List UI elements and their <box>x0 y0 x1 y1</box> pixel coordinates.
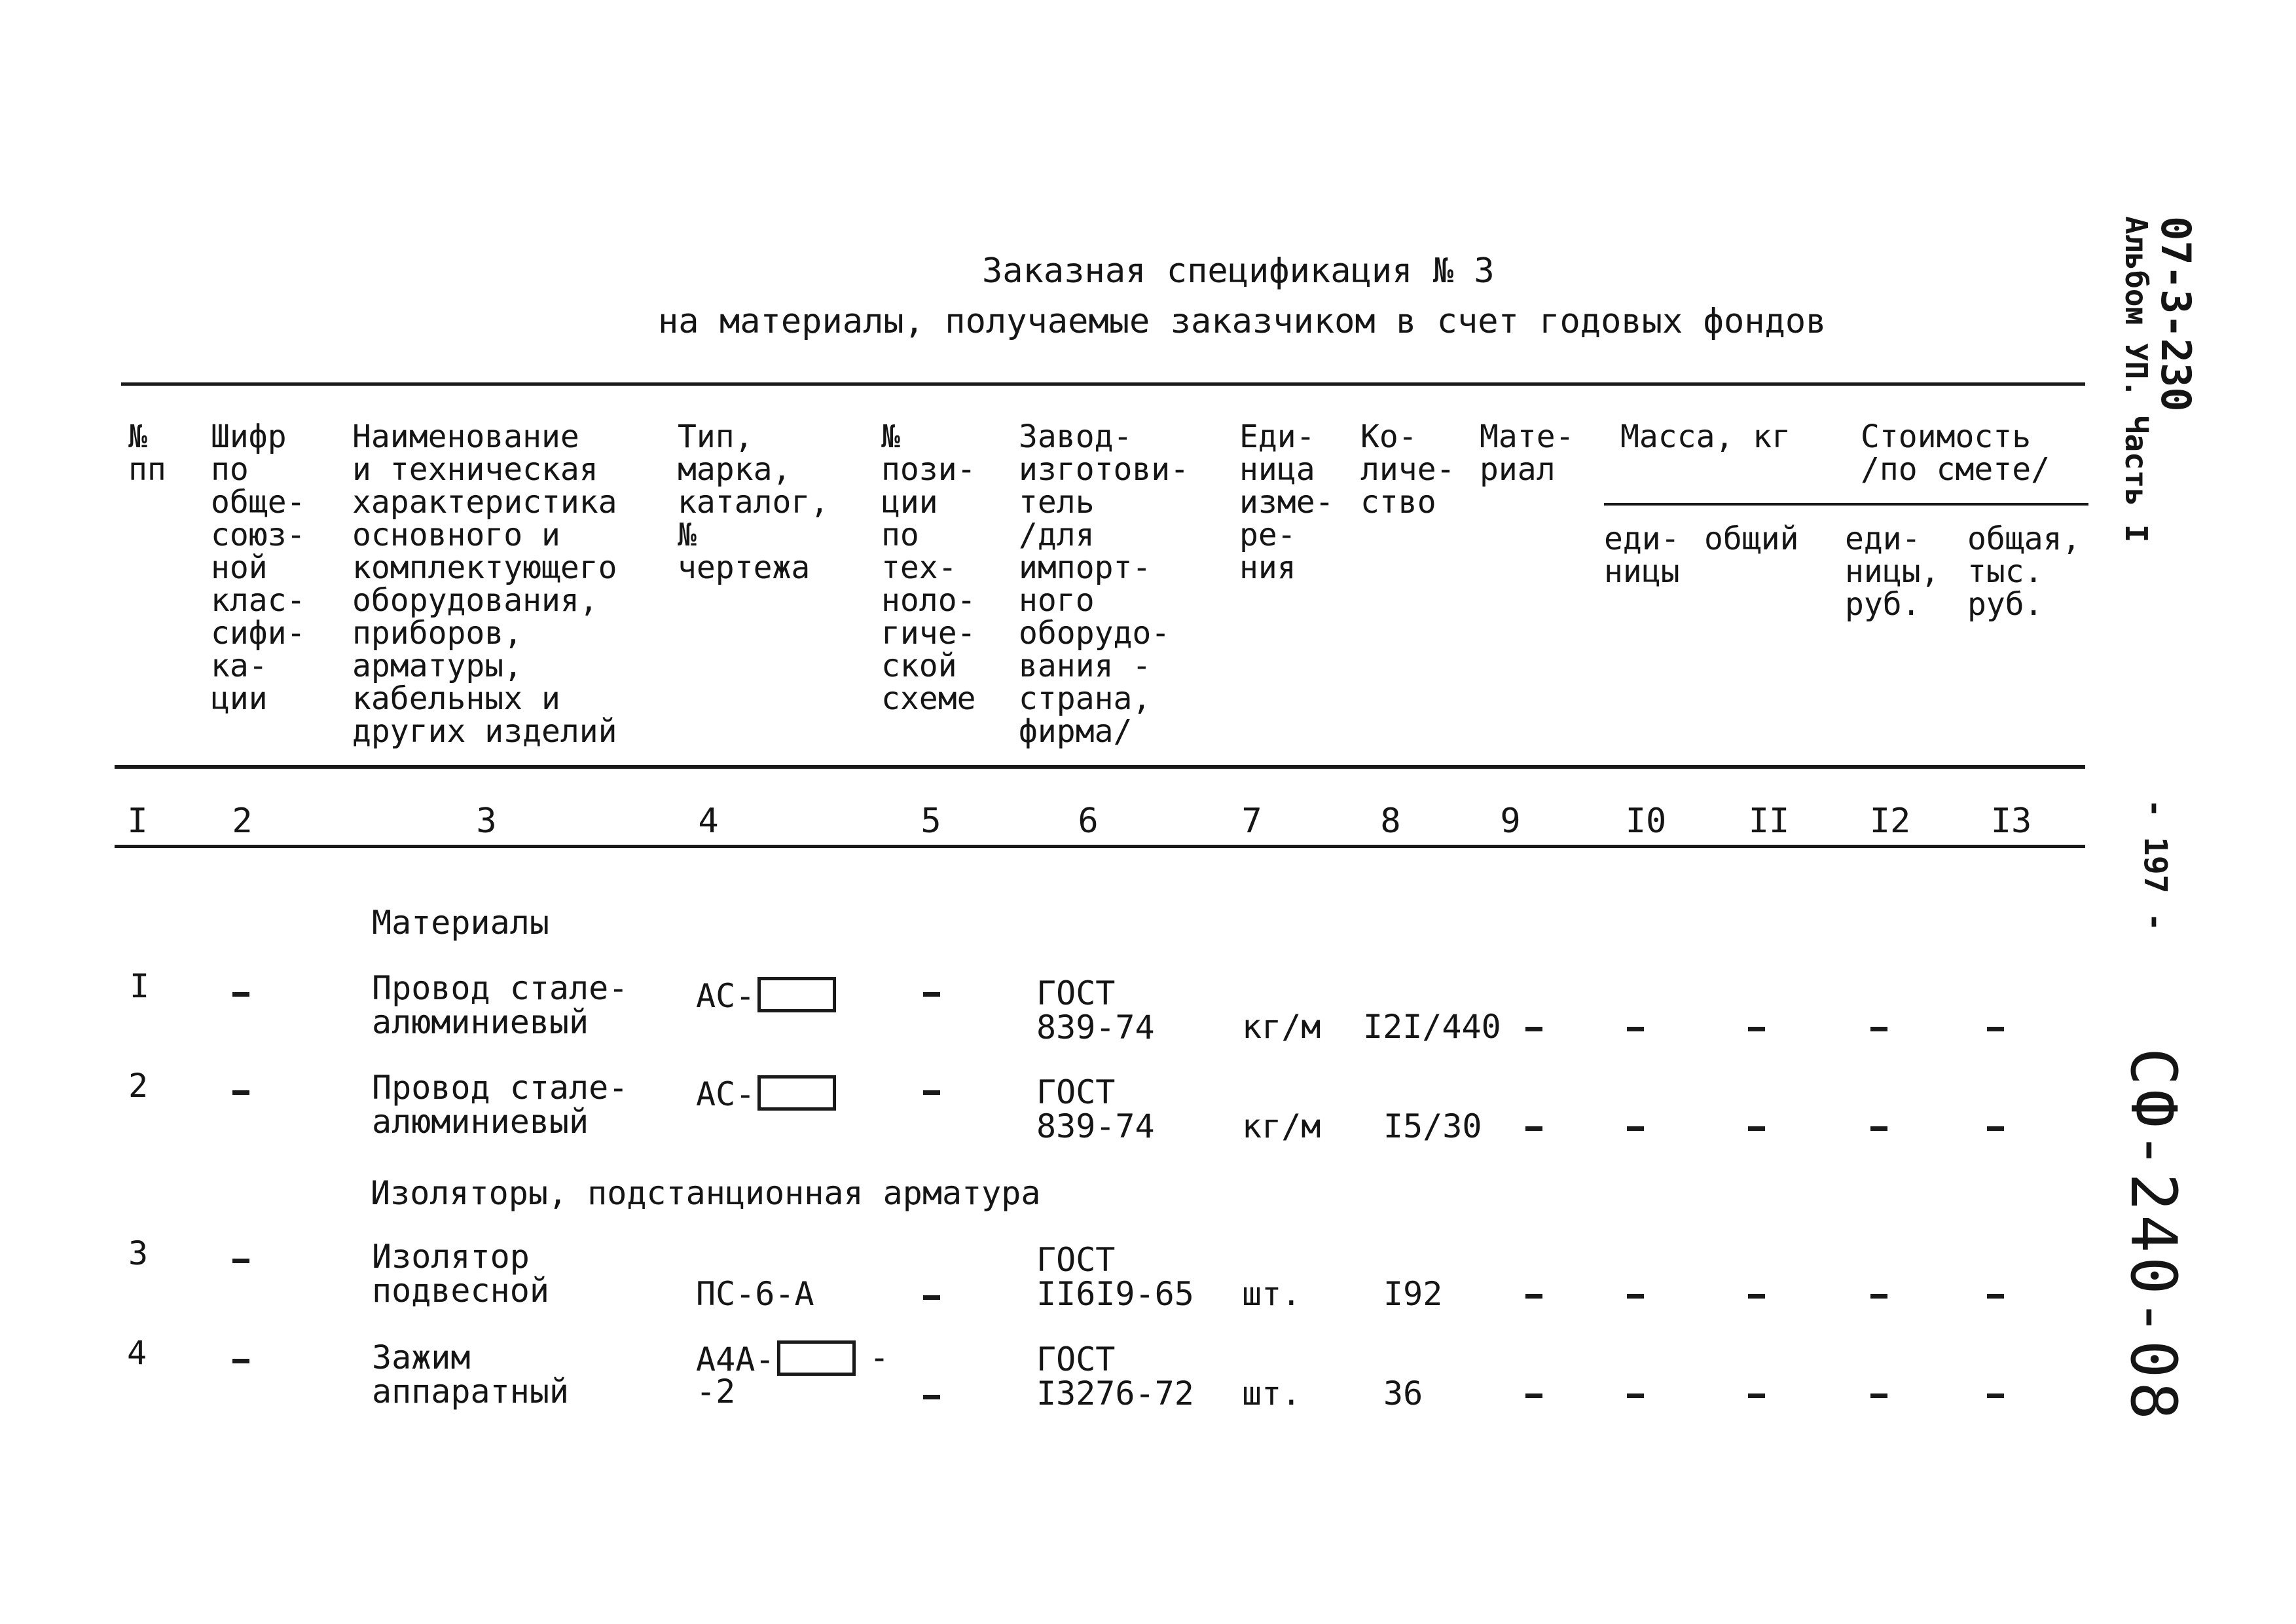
row-1-code-dash <box>232 992 249 997</box>
row-4-maker: ГОСТ I3276-72 <box>1036 1340 1194 1412</box>
page-number: - 197 - <box>2137 799 2174 932</box>
header-col-material: Мате- риал <box>1480 418 1575 488</box>
col-number: I3 <box>1990 802 2032 841</box>
header-mass-unit: еди- ницы <box>1604 521 1680 590</box>
header-col-qty: Ко- личе- ство <box>1360 418 1455 521</box>
header-col-type: Тип, марка, каталог, № чертежа <box>678 418 829 586</box>
row-1-position-dash <box>923 992 940 997</box>
col-number: 5 <box>920 802 941 841</box>
col-number: 8 <box>1380 802 1401 841</box>
row-4-unit: шт. <box>1242 1375 1302 1412</box>
header-mass-total: общий <box>1704 521 1799 557</box>
doc-code: 07-3-230 <box>2152 216 2200 412</box>
row-4-material-dash <box>1525 1393 1542 1398</box>
col-number: 4 <box>698 802 719 841</box>
row-3-code-dash <box>232 1259 249 1263</box>
header-col-code: Шифр по обще- союз- ной клас- сифи- ка- ции <box>211 418 306 717</box>
row-4-no: 4 <box>127 1334 147 1372</box>
header-cost-total: общая, тыс. руб. <box>1967 521 2081 623</box>
header-top-rule <box>121 382 2085 386</box>
col-number: II <box>1748 802 1790 841</box>
row-2-mass-total-dash <box>1748 1126 1765 1131</box>
album-label: Альбом УП. Часть I <box>2119 216 2154 543</box>
col-number: I2 <box>1869 802 1911 841</box>
header-cost-unit: еди- ницы, руб. <box>1845 521 1940 623</box>
row-1-cost-total-dash <box>1987 1027 2004 1031</box>
row-2-no: 2 <box>128 1067 149 1105</box>
row-3-cost-total-dash <box>1987 1294 2004 1299</box>
header-col-maker: Завод- изготови- тель /для импорт- ного оборудо- вания - страна, фирма/ <box>1019 418 1190 750</box>
section-materials: Материалы <box>372 904 549 942</box>
row-1-qty: I2I/440 <box>1363 1008 1501 1046</box>
drawing-code: СФ-240-08 <box>2117 1048 2190 1424</box>
row-2-type-prefix: АС- <box>696 1075 756 1113</box>
row-4-position-dash <box>923 1395 940 1399</box>
header-col-position: № пози- ции по тех- ноло- гиче- ской схеме <box>881 418 976 717</box>
row-1-type-box <box>757 977 836 1012</box>
row-2-qty: I5/30 <box>1383 1107 1482 1145</box>
col-number: I0 <box>1625 802 1667 841</box>
col-number: 3 <box>476 802 497 841</box>
header-cost: Стоимость /по смете/ <box>1861 418 2050 488</box>
header-col-unit: Еди- ница изме- ре- ния <box>1239 418 1334 586</box>
row-3-unit: шт. <box>1242 1275 1302 1313</box>
row-3-name: Изолятор подвесной <box>372 1238 549 1310</box>
row-1-mass-unit-dash <box>1627 1027 1644 1031</box>
row-1-unit: кг/м <box>1242 1008 1321 1046</box>
row-2-code-dash <box>232 1090 249 1095</box>
col-number: I <box>127 802 148 841</box>
row-2-cost-unit-dash <box>1870 1126 1887 1131</box>
row-2-type-box <box>757 1075 836 1111</box>
row-1-material-dash <box>1525 1027 1542 1031</box>
row-4-name: Зажим аппаратный <box>372 1338 570 1411</box>
row-3-no: 3 <box>128 1234 149 1272</box>
row-3-type: ПС-6-А <box>696 1275 814 1313</box>
row-3-mass-total-dash <box>1748 1294 1765 1299</box>
row-1-type <box>696 977 839 1013</box>
mass-cost-rule <box>1604 503 2088 506</box>
row-4-type-prefix: А4А- <box>696 1340 775 1378</box>
row-4-mass-unit-dash <box>1627 1393 1644 1398</box>
row-2-position-dash <box>923 1090 940 1095</box>
row-2-name: Провод стале- алюминиевый <box>372 1069 629 1141</box>
row-3-qty: I92 <box>1383 1275 1443 1313</box>
row-3-mass-unit-dash <box>1627 1294 1644 1299</box>
row-1-type-prefix: АС- <box>696 977 756 1015</box>
row-1-name: Провод стале- алюминиевый <box>372 969 629 1041</box>
row-4-cost-total-dash <box>1987 1393 2004 1398</box>
header-mass: Масса, кг <box>1620 418 1791 455</box>
col-number: 7 <box>1241 802 1262 841</box>
col-number: 9 <box>1500 802 1521 841</box>
row-4-mass-total-dash <box>1748 1393 1765 1398</box>
col-number: 6 <box>1078 802 1099 841</box>
row-2-mass-unit-dash <box>1627 1126 1644 1131</box>
col-number-rule <box>115 845 2085 848</box>
row-3-material-dash <box>1525 1294 1542 1299</box>
row-3-cost-unit-dash <box>1870 1294 1887 1299</box>
header-bottom-rule <box>115 765 2085 769</box>
row-1-maker: ГОСТ 839-74 <box>1036 974 1155 1046</box>
row-2-type <box>696 1075 839 1111</box>
col-number: 2 <box>232 802 253 841</box>
row-2-maker: ГОСТ 839-74 <box>1036 1073 1155 1145</box>
row-2-material-dash <box>1525 1126 1542 1131</box>
spec-subtitle: на материалы, получаемые заказчиком в счет годовых фондов <box>658 302 1827 341</box>
row-2-unit: кг/м <box>1242 1107 1321 1145</box>
row-4-type-suffix: - -2 <box>696 1338 890 1411</box>
row-4-qty: 36 <box>1383 1375 1423 1412</box>
header-col-no: № пп <box>128 418 166 488</box>
row-4-cost-unit-dash <box>1870 1393 1887 1398</box>
row-3-position-dash <box>923 1295 940 1300</box>
row-4-code-dash <box>232 1359 249 1363</box>
row-2-cost-total-dash <box>1987 1126 2004 1131</box>
row-1-mass-total-dash <box>1748 1027 1765 1031</box>
row-1-no: I <box>130 967 150 1005</box>
row-1-cost-unit-dash <box>1870 1027 1887 1031</box>
header-col-name: Наименование и техническая характеристика основного и комплектующего оборудования, приборов, арматуры, кабельных и других изделий <box>352 418 617 750</box>
section-insulators: Изоляторы, подстанционная арматура <box>371 1174 1041 1212</box>
spec-title: Заказная спецификация № 3 <box>982 251 1495 291</box>
row-3-maker: ГОСТ II6I9-65 <box>1036 1241 1194 1313</box>
